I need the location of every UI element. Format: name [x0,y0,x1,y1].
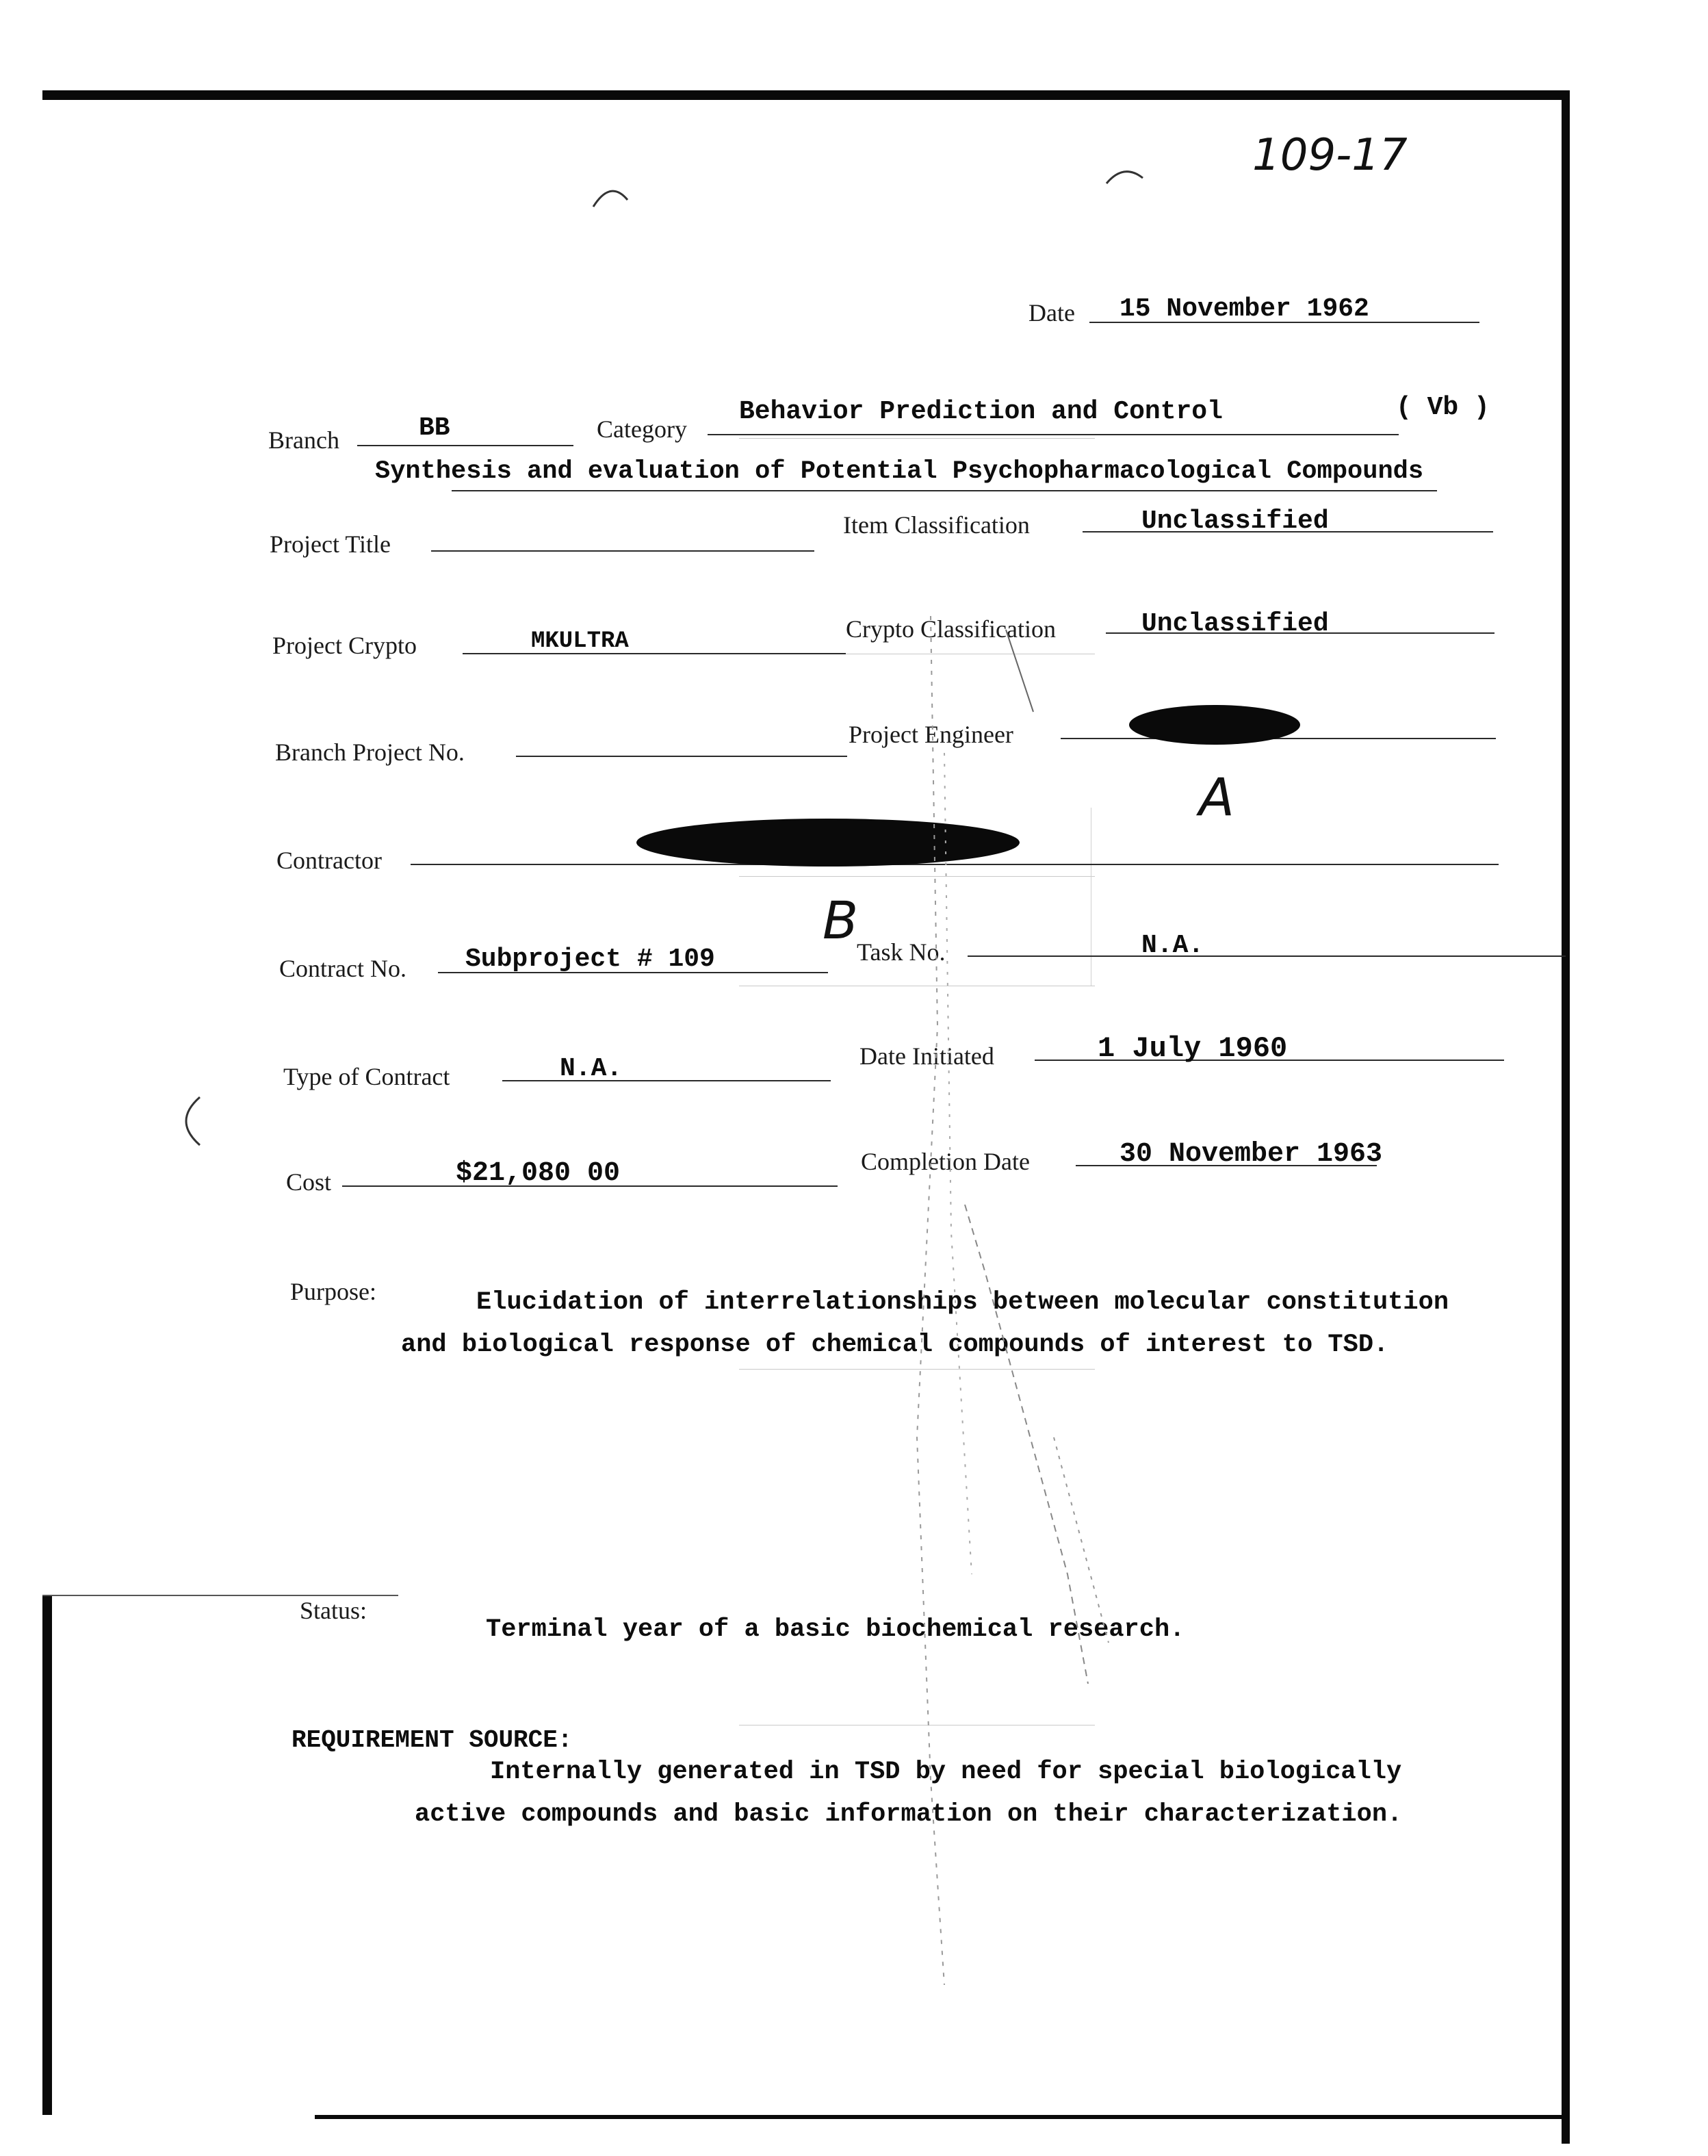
category-suffix: ( Vb ) [1396,393,1490,422]
task-no-label: Task No. [857,938,946,966]
branch-project-no-line [516,756,847,757]
margin-mark-b: B [823,890,859,951]
item-classification-value: Unclassified [1141,506,1329,536]
date-initiated-label: Date Initiated [859,1042,994,1070]
right-border [1562,90,1570,2144]
project-engineer-label: Project Engineer [849,721,1013,748]
punch-hole-mark [172,1094,214,1148]
category-line [708,434,1399,435]
purpose-line-1: Elucidation of interrelationships between molecular constitution [476,1288,1449,1317]
scan-streaks [890,616,1177,1985]
status-text: Terminal year of a basic biochemical research. [486,1615,1185,1644]
date-label: Date [1028,299,1075,326]
branch-label: Branch [268,426,339,454]
project-title-line [431,550,814,552]
scan-guide-line [739,438,1095,439]
type-of-contract-value: N.A. [560,1054,623,1083]
requirement-source-label: REQUIREMENT SOURCE: [292,1726,573,1754]
completion-date-label: Completion Date [861,1148,1030,1175]
crypto-classification-label: Crypto Classification [846,615,1056,643]
status-label: Status: [300,1597,367,1624]
requirement-source-line-2: active compounds and basic information on their characterization. [415,1800,1403,1829]
margin-mark-a: A [1199,767,1234,827]
project-title-label: Project Title [270,530,391,558]
left-border [42,1595,52,2115]
contract-no-label: Contract No. [279,955,406,982]
contractor-label: Contractor [276,847,382,874]
arc-mark-right [1103,163,1144,190]
branch-line [357,445,573,446]
type-of-contract-line [502,1080,831,1081]
item-classification-label: Item Classification [843,511,1030,539]
branch-value: BB [419,413,450,443]
purpose-label: Purpose: [290,1278,376,1305]
category-value: Behavior Prediction and Control [739,397,1223,426]
project-title-top-line [452,490,1437,491]
project-crypto-line [463,653,846,654]
requirement-source-line-1: Internally generated in TSD by need for special biologically [490,1758,1402,1786]
branch-project-no-label: Branch Project No. [275,739,465,766]
date-value: 15 November 1962 [1120,294,1369,324]
top-border [42,90,1568,100]
date-initiated-value: 1 July 1960 [1098,1032,1288,1065]
category-label: Category [597,415,687,443]
contract-no-value: Subproject # 109 [465,945,715,974]
completion-date-value: 30 November 1963 [1120,1139,1383,1170]
cost-value: $21,080 00 [456,1158,621,1189]
type-of-contract-label: Type of Contract [283,1063,450,1090]
project-crypto-value: MKULTRA [531,628,629,654]
project-title-value: Synthesis and evaluation of Potential Psychopharmacological Compounds [375,457,1424,486]
project-crypto-label: Project Crypto [272,632,417,659]
cost-label: Cost [286,1168,332,1196]
purpose-line-2: and biological response of chemical compounds of interest to TSD. [401,1331,1389,1359]
arc-mark-left [590,179,631,214]
handwritten-reference: 109-17 [1252,130,1408,181]
crypto-classification-value: Unclassified [1141,609,1329,639]
task-no-value: N.A. [1141,931,1204,960]
bottom-border [315,2115,1570,2119]
